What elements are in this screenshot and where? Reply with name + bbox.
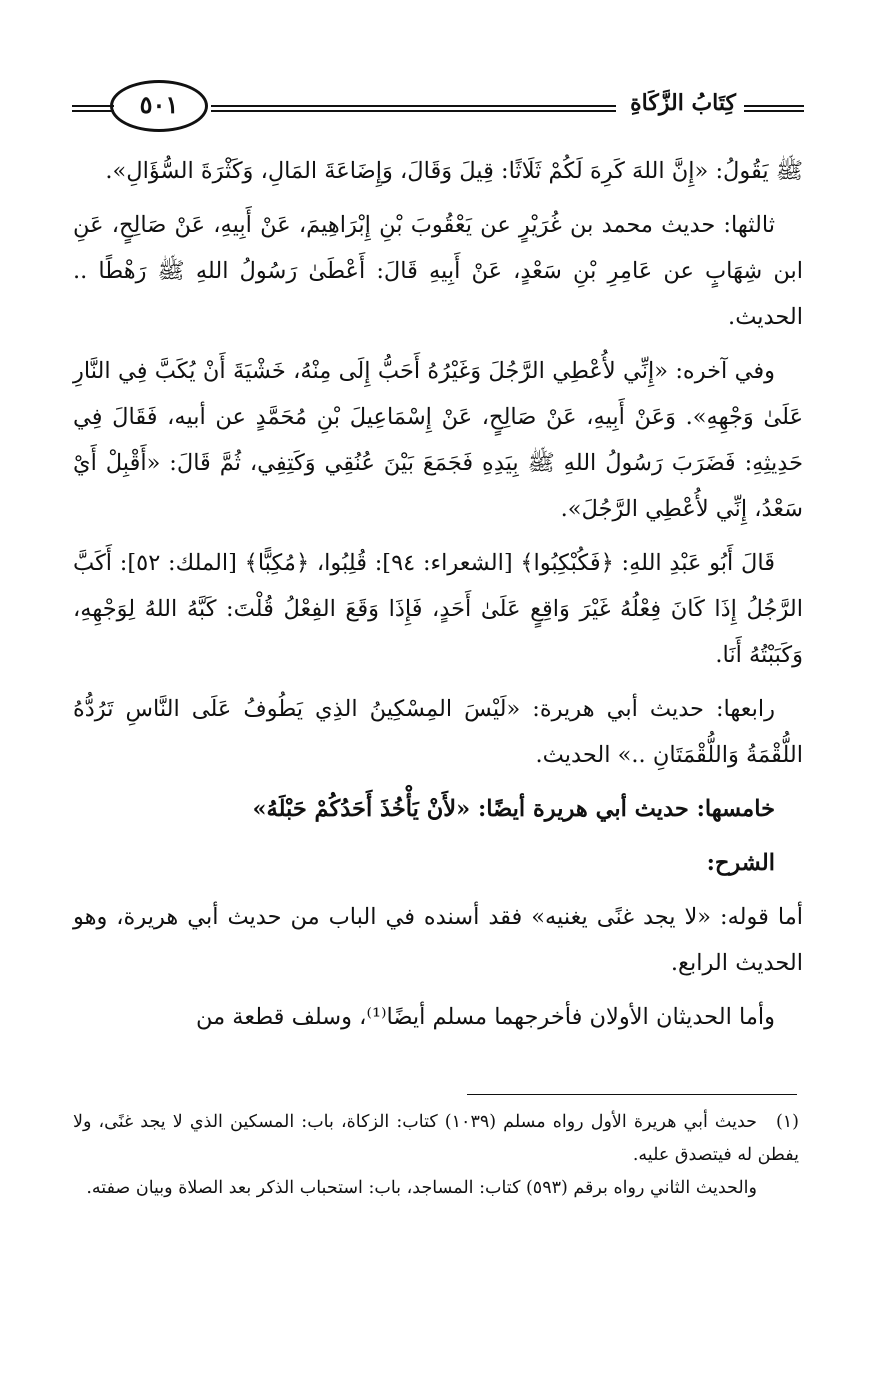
header-rule-middle bbox=[211, 105, 616, 112]
paragraph-hadith-three-things: ﷺ يَقُولُ: «إِنَّ اللهَ كَرِهَ لَكُمْ ثَلَاثًا: قِيلَ وَقَالَ، وَإِضَاعَةَ المَالِ، وَكَثْرَةَ السُّؤَالِ». bbox=[105, 158, 803, 184]
paragraph-abu-abdullah-note: قَالَ أَبُو عَبْدِ اللهِ: ﴿فَكُبْكِبُوا﴾ [الشعراء: ٩٤]: قُلِبُوا، ﴿مُكِبًّا﴾ [الملك: ٥٢]: أَكَبَّ الرَّجُلُ إِذَا كَانَ فِعْلُهُ غَيْرَ وَاقِعٍ عَلَىٰ أَحَدٍ، فَإِذَا وَقَعَ الفِعْلُ قُلْتَ: كَبَّهُ اللهُ لِوَجْهِهِ، وَكَبَبْتُهُ أَنَا. bbox=[73, 550, 803, 668]
header-rule-right bbox=[744, 105, 804, 112]
paragraph-commentary-one: أما قوله: «لا يجد غنًى يغنيه» فقد أسنده في الباب من حديث أبي هريرة، وهو الحديث الرابع. bbox=[73, 904, 803, 976]
footnote-marker: (١) bbox=[775, 1112, 799, 1132]
footnote-1-continued: والحديث الثاني رواه برقم (٥٩٣) كتاب: المساجد، باب: استحباب الذكر بعد الصلاة وبيان صفته. bbox=[86, 1178, 757, 1198]
main-text bbox=[73, 148, 803, 1048]
paragraph-hadith-ending: وفي آخره: «إِنِّي لأُعْطِي الرَّجُلَ وَغَيْرُهُ أَحَبُّ إِلَى مِنْهُ، خَشْيَةَ أَنْ يُكَبَّ فِي النَّارِ عَلَىٰ وَجْهِهِ». وَعَنْ أَبِيهِ، عَنْ صَالِحٍ، عَنْ إِسْمَاعِيلَ بْنِ مُحَمَّدٍ عن أبيه، فَقَالَ فِي حَدِيثِهِ: فَضَرَبَ رَسُولُ اللهِ ﷺ بِيَدِهِ فَجَمَعَ بَيْنَ عُنُقِي وَكَتِفِي، ثُمَّ قَالَ: «أَقْبِلْ أَيْ سَعْدُ، إِنِّي لأُعْطِي الرَّجُلَ». bbox=[73, 358, 803, 522]
page-number: ٥٠١ bbox=[110, 80, 208, 132]
section-heading-commentary: الشرح: bbox=[706, 850, 775, 876]
paragraph-fifth-hadith: خامسها: حديث أبي هريرة أيضًا: «لأَنْ يَأْخُذَ أَحَدُكُمْ حَبْلَهُ» bbox=[252, 796, 775, 822]
footnote-separator bbox=[467, 1094, 797, 1095]
paragraph-third-hadith: ثالثها: حديث محمد بن غُرَيْرٍ عن يَعْقُوبَ بْنِ إِبْرَاهِيمَ، عَنْ أَبِيهِ، عَنْ صَالِحٍ، عَنِ ابن شِهَابٍ عن عَامِرِ بْنِ سَعْدٍ، عَنْ أَبِيهِ قَالَ: أَعْطَىٰ رَسُولُ اللهِ ﷺ رَهْطًا .. الحديث. bbox=[73, 212, 803, 330]
paragraph-fourth-hadith: رابعها: حديث أبي هريرة: «لَيْسَ المِسْكِينُ الذِي يَطُوفُ عَلَى النَّاسِ تَرُدُّهُ اللُّقْمَةُ وَاللُّقْمَتَانِ ..» الحديث. bbox=[73, 696, 803, 768]
footnotes bbox=[73, 1106, 799, 1205]
running-header bbox=[72, 78, 804, 138]
footnote-1-text: حديث أبي هريرة الأول رواه مسلم (١٠٣٩) كتاب: الزكاة، باب: المسكين الذي لا يجد غنًى، ولا يفطن له فيتصدق عليه. bbox=[73, 1112, 799, 1165]
header-rule-left bbox=[72, 105, 114, 112]
footnote-1 bbox=[73, 1106, 799, 1172]
paragraph-commentary-two: وأما الحديثان الأولان فأخرجهما مسلم أيضًا⁽¹⁾، وسلف قطعة من bbox=[195, 1004, 775, 1030]
chapter-title: كِتَابُ الزَّكَاةِ bbox=[630, 90, 736, 116]
